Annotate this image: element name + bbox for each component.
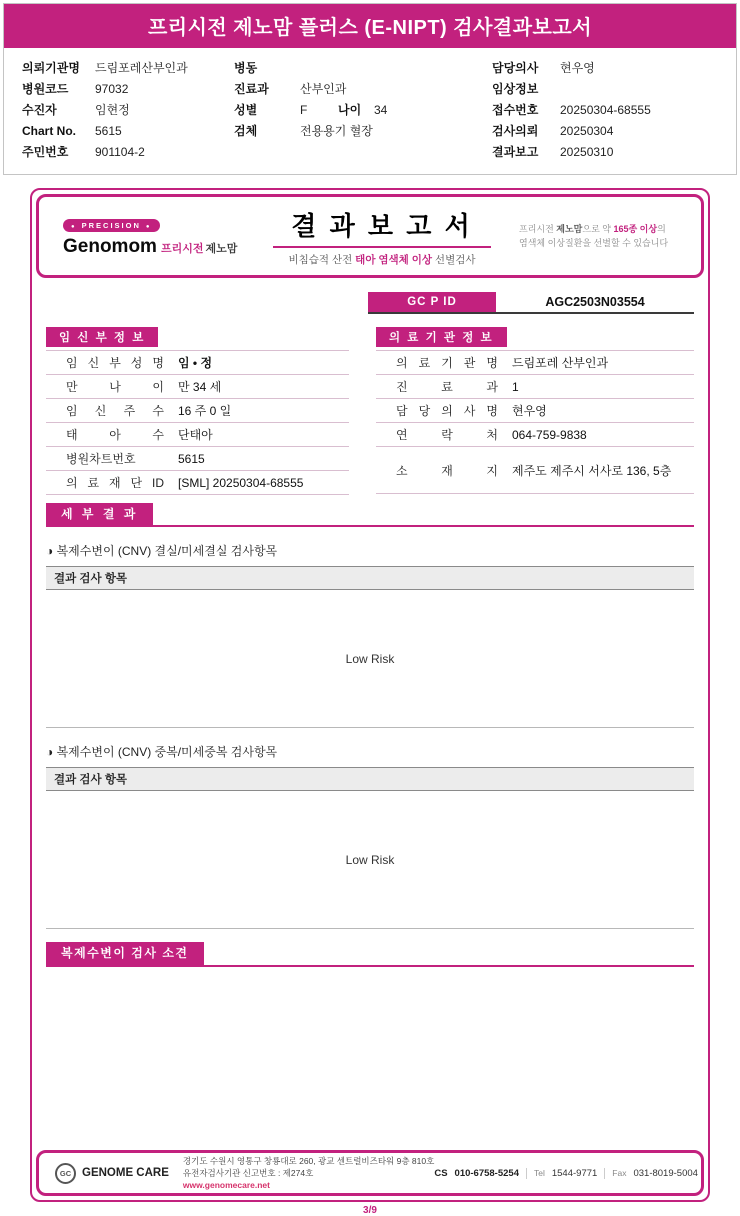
opinion-section-bar <box>46 942 694 966</box>
row-value: 1 <box>512 379 519 394</box>
table-row <box>376 399 694 423</box>
note-highlight: 165종 이상 <box>613 223 658 234</box>
table-row <box>376 423 694 447</box>
patient-info-row <box>492 141 718 162</box>
cs-number: 010-6758-5254 <box>454 1167 519 1179</box>
details-section-title: 세 부 결 과 <box>46 503 153 525</box>
note-text: 으로 약 <box>582 223 614 234</box>
row-label: 의 료 기 관 명 <box>396 356 498 370</box>
field-label: 결과보고 <box>492 145 539 159</box>
field-label: 병원코드 <box>22 82 69 96</box>
patient-info-col-1 <box>22 57 234 162</box>
report-header-box <box>36 194 704 278</box>
cnv-duplication-table-header: 결과 검사 항목 <box>46 767 694 791</box>
field-value: 34 <box>374 102 388 117</box>
patient-info-col-3 <box>492 57 718 162</box>
patient-info-row <box>22 120 234 141</box>
opinion-section-title: 복제수변이 검사 소견 <box>46 942 204 964</box>
clinic-info-title: 의 료 기 관 정 보 <box>376 327 507 347</box>
note-line-1 <box>519 222 689 236</box>
field-value: 97032 <box>95 81 129 96</box>
header-note <box>519 222 693 251</box>
field-label: Chart No. <box>22 123 76 138</box>
subtitle-text: 선별검사 <box>432 253 476 266</box>
tel-number: 1544-9771 <box>551 1167 598 1179</box>
cnv-deletion-result: Low Risk <box>345 651 395 666</box>
details-section-bar <box>46 503 694 527</box>
row-value: 064-759-9838 <box>512 427 587 442</box>
website-link: www.genomecare.net <box>182 1180 270 1191</box>
info-tables <box>46 327 694 495</box>
patient-header-panel <box>3 3 737 175</box>
patient-info-row <box>492 120 718 141</box>
brand-line <box>63 236 245 258</box>
footer-contact <box>434 1168 698 1179</box>
note-line-2: 염색체 이상질환을 선별할 수 있습니다 <box>519 238 669 248</box>
field-label: 접수번호 <box>492 103 539 117</box>
row-label: 담 당 의 사 명 <box>396 404 498 418</box>
patient-info-row <box>492 57 718 78</box>
field-value: F <box>300 102 308 117</box>
field-label: 수진자 <box>22 103 57 117</box>
field-label: 담당의사 <box>492 61 539 75</box>
field-value: 901104-2 <box>95 144 145 159</box>
row-value: 드림포레 산부인과 <box>512 356 609 370</box>
row-label: 태 아 수 <box>66 428 164 442</box>
patient-info-row <box>22 78 234 99</box>
brand-kr-2: 제노맘 <box>205 242 238 255</box>
mother-info-table <box>46 350 349 495</box>
footer-address <box>183 1155 434 1192</box>
field-value: 현우영 <box>560 61 595 75</box>
table-row <box>376 351 694 375</box>
note-text: 의 <box>657 223 666 234</box>
patient-info-row <box>234 99 492 120</box>
table-row <box>46 351 349 375</box>
cnv-duplication-result-area <box>46 791 694 929</box>
patient-info-row <box>22 99 234 120</box>
field-label: 병동 <box>234 61 258 75</box>
row-value: 만 34 세 <box>178 380 222 394</box>
row-value: [SML] 20250304-68555 <box>178 475 304 490</box>
field-label: 검사의뢰 <box>492 124 539 138</box>
report-title: 결 과 보 고 서 <box>291 210 473 241</box>
field-value: 전용용기 혈장 <box>300 124 373 138</box>
field-value: 5615 <box>95 123 122 138</box>
report-subtitle <box>245 252 519 267</box>
fax-label: Fax <box>612 1168 627 1178</box>
report-footer-box <box>36 1150 704 1196</box>
patient-info-col-2 <box>234 57 492 162</box>
row-label: 의 료 재 단 ID <box>66 476 164 490</box>
brand-kr-1: 프리시전 <box>160 242 204 255</box>
precision-badge: ● PRECISION ● <box>63 219 160 232</box>
genomom-logo <box>47 215 245 258</box>
row-label: 병원차트번호 <box>66 452 136 466</box>
table-row <box>46 471 349 495</box>
patient-info-row <box>22 141 234 162</box>
row-value: 현우영 <box>512 404 547 418</box>
page-number: 3/9 <box>363 1205 377 1216</box>
report-page <box>30 188 710 1202</box>
row-label: 소 재 지 <box>396 463 498 478</box>
note-text: 프리시전 <box>519 223 557 234</box>
table-row <box>46 399 349 423</box>
field-label: 의뢰기관명 <box>22 61 80 75</box>
cnv-deletion-heading: ◑ 복제수변이 (CNV) 결실/미세결실 검사항목 <box>46 544 278 559</box>
row-value: 임 • 정 <box>178 356 213 370</box>
field-value: 20250304-68555 <box>560 102 651 117</box>
field-value: 20250310 <box>560 144 614 159</box>
brand-name: Genomom <box>63 235 157 257</box>
clinic-info-table <box>376 350 694 494</box>
title-underline <box>273 246 491 248</box>
address-line-1: 경기도 수원시 영통구 창룡대로 260, 광교 센트럴비즈타워 9층 810호 <box>182 1155 435 1166</box>
gcpid-row <box>368 292 694 314</box>
field-value: 임현정 <box>95 103 130 117</box>
genomecare-brand: GENOME CARE <box>82 1167 169 1179</box>
cnv-deletion-result-area <box>46 590 694 728</box>
field-value: 산부인과 <box>300 82 347 96</box>
table-row <box>376 447 694 494</box>
cnv-duplication-result: Low Risk <box>345 852 395 867</box>
genomecare-logo-icon: GC <box>55 1163 76 1184</box>
note-text: 제노맘 <box>556 223 583 234</box>
gcpid-label: GC P ID <box>368 292 496 312</box>
cnv-duplication-heading: ◑ 복제수변이 (CNV) 중복/미세중복 검사항목 <box>46 745 278 760</box>
mother-info-title: 임 신 부 정 보 <box>46 327 158 347</box>
patient-info-row <box>234 57 492 78</box>
row-value: 16 주 0 일 <box>178 404 232 418</box>
gcpid-value: AGC2503N03554 <box>545 295 645 309</box>
mother-info-column <box>46 327 349 495</box>
report-content <box>32 292 708 967</box>
row-label: 진 료 과 <box>396 380 498 394</box>
field-label: 검체 <box>234 124 258 138</box>
row-value: 단태아 <box>178 428 213 442</box>
row-label: 만 나 이 <box>66 380 164 394</box>
table-row <box>46 423 349 447</box>
subtitle-text: 비침습적 산전 <box>288 253 356 266</box>
field-label: 나이 <box>338 103 362 117</box>
field-value: 드림포레산부인과 <box>95 61 188 75</box>
clinic-info-column <box>376 327 694 495</box>
genomecare-logo <box>55 1163 169 1184</box>
table-row <box>46 375 349 399</box>
table-row <box>46 447 349 471</box>
patient-info-grid <box>4 48 736 174</box>
address-line-2: 유전자검사기관 신고번호 : 제274호 <box>182 1167 314 1178</box>
divider <box>604 1168 605 1179</box>
subtitle-highlight: 태아 염색체 이상 <box>355 253 433 266</box>
field-value: 20250304 <box>560 123 614 138</box>
patient-info-row <box>234 78 492 99</box>
patient-info-row <box>22 57 234 78</box>
cnv-deletion-table-header: 결과 검사 항목 <box>46 566 694 590</box>
row-value: 5615 <box>178 451 205 466</box>
table-row <box>376 375 694 399</box>
field-label: 임상정보 <box>492 82 539 96</box>
patient-info-row <box>234 120 492 141</box>
cs-label: CS <box>434 1167 448 1179</box>
fax-number: 031-8019-5004 <box>633 1167 698 1179</box>
field-label: 진료과 <box>234 82 269 96</box>
row-label: 임 신 부 성 명 <box>66 356 164 370</box>
field-label: 주민번호 <box>22 145 69 159</box>
report-title-block <box>245 206 519 267</box>
field-label: 성별 <box>234 103 258 117</box>
patient-info-row <box>492 99 718 120</box>
row-label: 임 신 주 수 <box>66 404 164 418</box>
row-label: 연 락 처 <box>396 428 498 442</box>
tel-label: Tel <box>533 1168 545 1178</box>
row-value: 제주도 제주시 서사로 136, 5층 <box>512 463 672 478</box>
report-title-bar: 프리시전 제노맘 플러스 (E-NIPT) 검사결과보고서 <box>4 4 736 48</box>
patient-info-row <box>492 78 718 99</box>
divider <box>526 1168 527 1179</box>
